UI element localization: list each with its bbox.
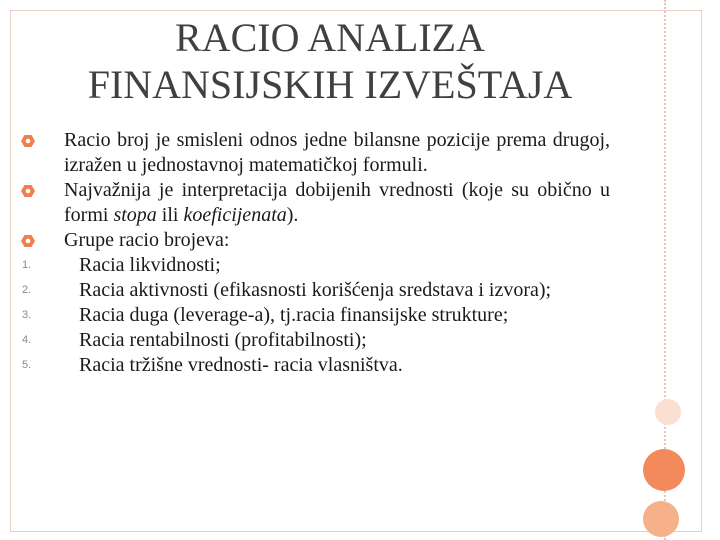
bullet-emphasis: stopa bbox=[113, 204, 157, 226]
numbered-text: Racia tržišne vrednosti- racia vlasništva. bbox=[79, 354, 403, 376]
bullet-emphasis: koeficijenata bbox=[183, 204, 287, 226]
bullet-item bbox=[0, 178, 610, 228]
bullet-item bbox=[0, 228, 610, 253]
gear-bullet-icon bbox=[20, 134, 36, 148]
item-number: 4. bbox=[22, 334, 32, 346]
bullet-text-end: ). bbox=[286, 204, 299, 226]
bullet-item bbox=[0, 128, 610, 178]
numbered-item bbox=[0, 303, 610, 328]
numbered-item bbox=[0, 328, 610, 353]
slide-title bbox=[40, 14, 620, 108]
item-number: 3. bbox=[22, 309, 32, 321]
gear-bullet-icon bbox=[20, 184, 36, 198]
bullet-text: Grupe racio brojeva: bbox=[64, 229, 230, 251]
title-line-1: RACIO ANALIZA bbox=[175, 15, 485, 60]
numbered-item bbox=[0, 278, 610, 303]
title-line-2: FINANSIJSKIH IZVEŠTAJA bbox=[87, 62, 573, 107]
item-number: 5. bbox=[22, 359, 32, 371]
numbered-text: Racia rentabilnosti (profitabilnosti); bbox=[79, 329, 367, 351]
numbered-text: Racia duga (leverage-a), tj.racia finansijske strukture; bbox=[79, 304, 509, 326]
item-number: 2. bbox=[22, 284, 32, 296]
slide-body bbox=[0, 128, 720, 378]
bullet-text-mid: ili bbox=[156, 204, 184, 226]
bullet-text: Racio broj je smisleni odnos jedne bilansne pozicije prema drugoj, izražen u jednostavnoj matematičkoj formuli. bbox=[64, 129, 610, 176]
numbered-text: Racia likvidnosti; bbox=[79, 254, 221, 276]
numbered-item bbox=[0, 353, 610, 378]
decorative-circle-accent bbox=[643, 449, 685, 491]
item-number: 1. bbox=[22, 259, 32, 271]
numbered-item bbox=[0, 253, 610, 278]
decorative-circle-small bbox=[655, 399, 681, 425]
bullet-text-start: Najvažnija je interpretacija dobijenih vrednosti (koje su obično u formi bbox=[64, 179, 610, 226]
decorative-circle-bottom bbox=[643, 501, 679, 537]
gear-bullet-icon bbox=[20, 234, 36, 248]
numbered-text: Racia aktivnosti (efikasnosti korišćenja sredstava i izvora); bbox=[79, 279, 552, 301]
